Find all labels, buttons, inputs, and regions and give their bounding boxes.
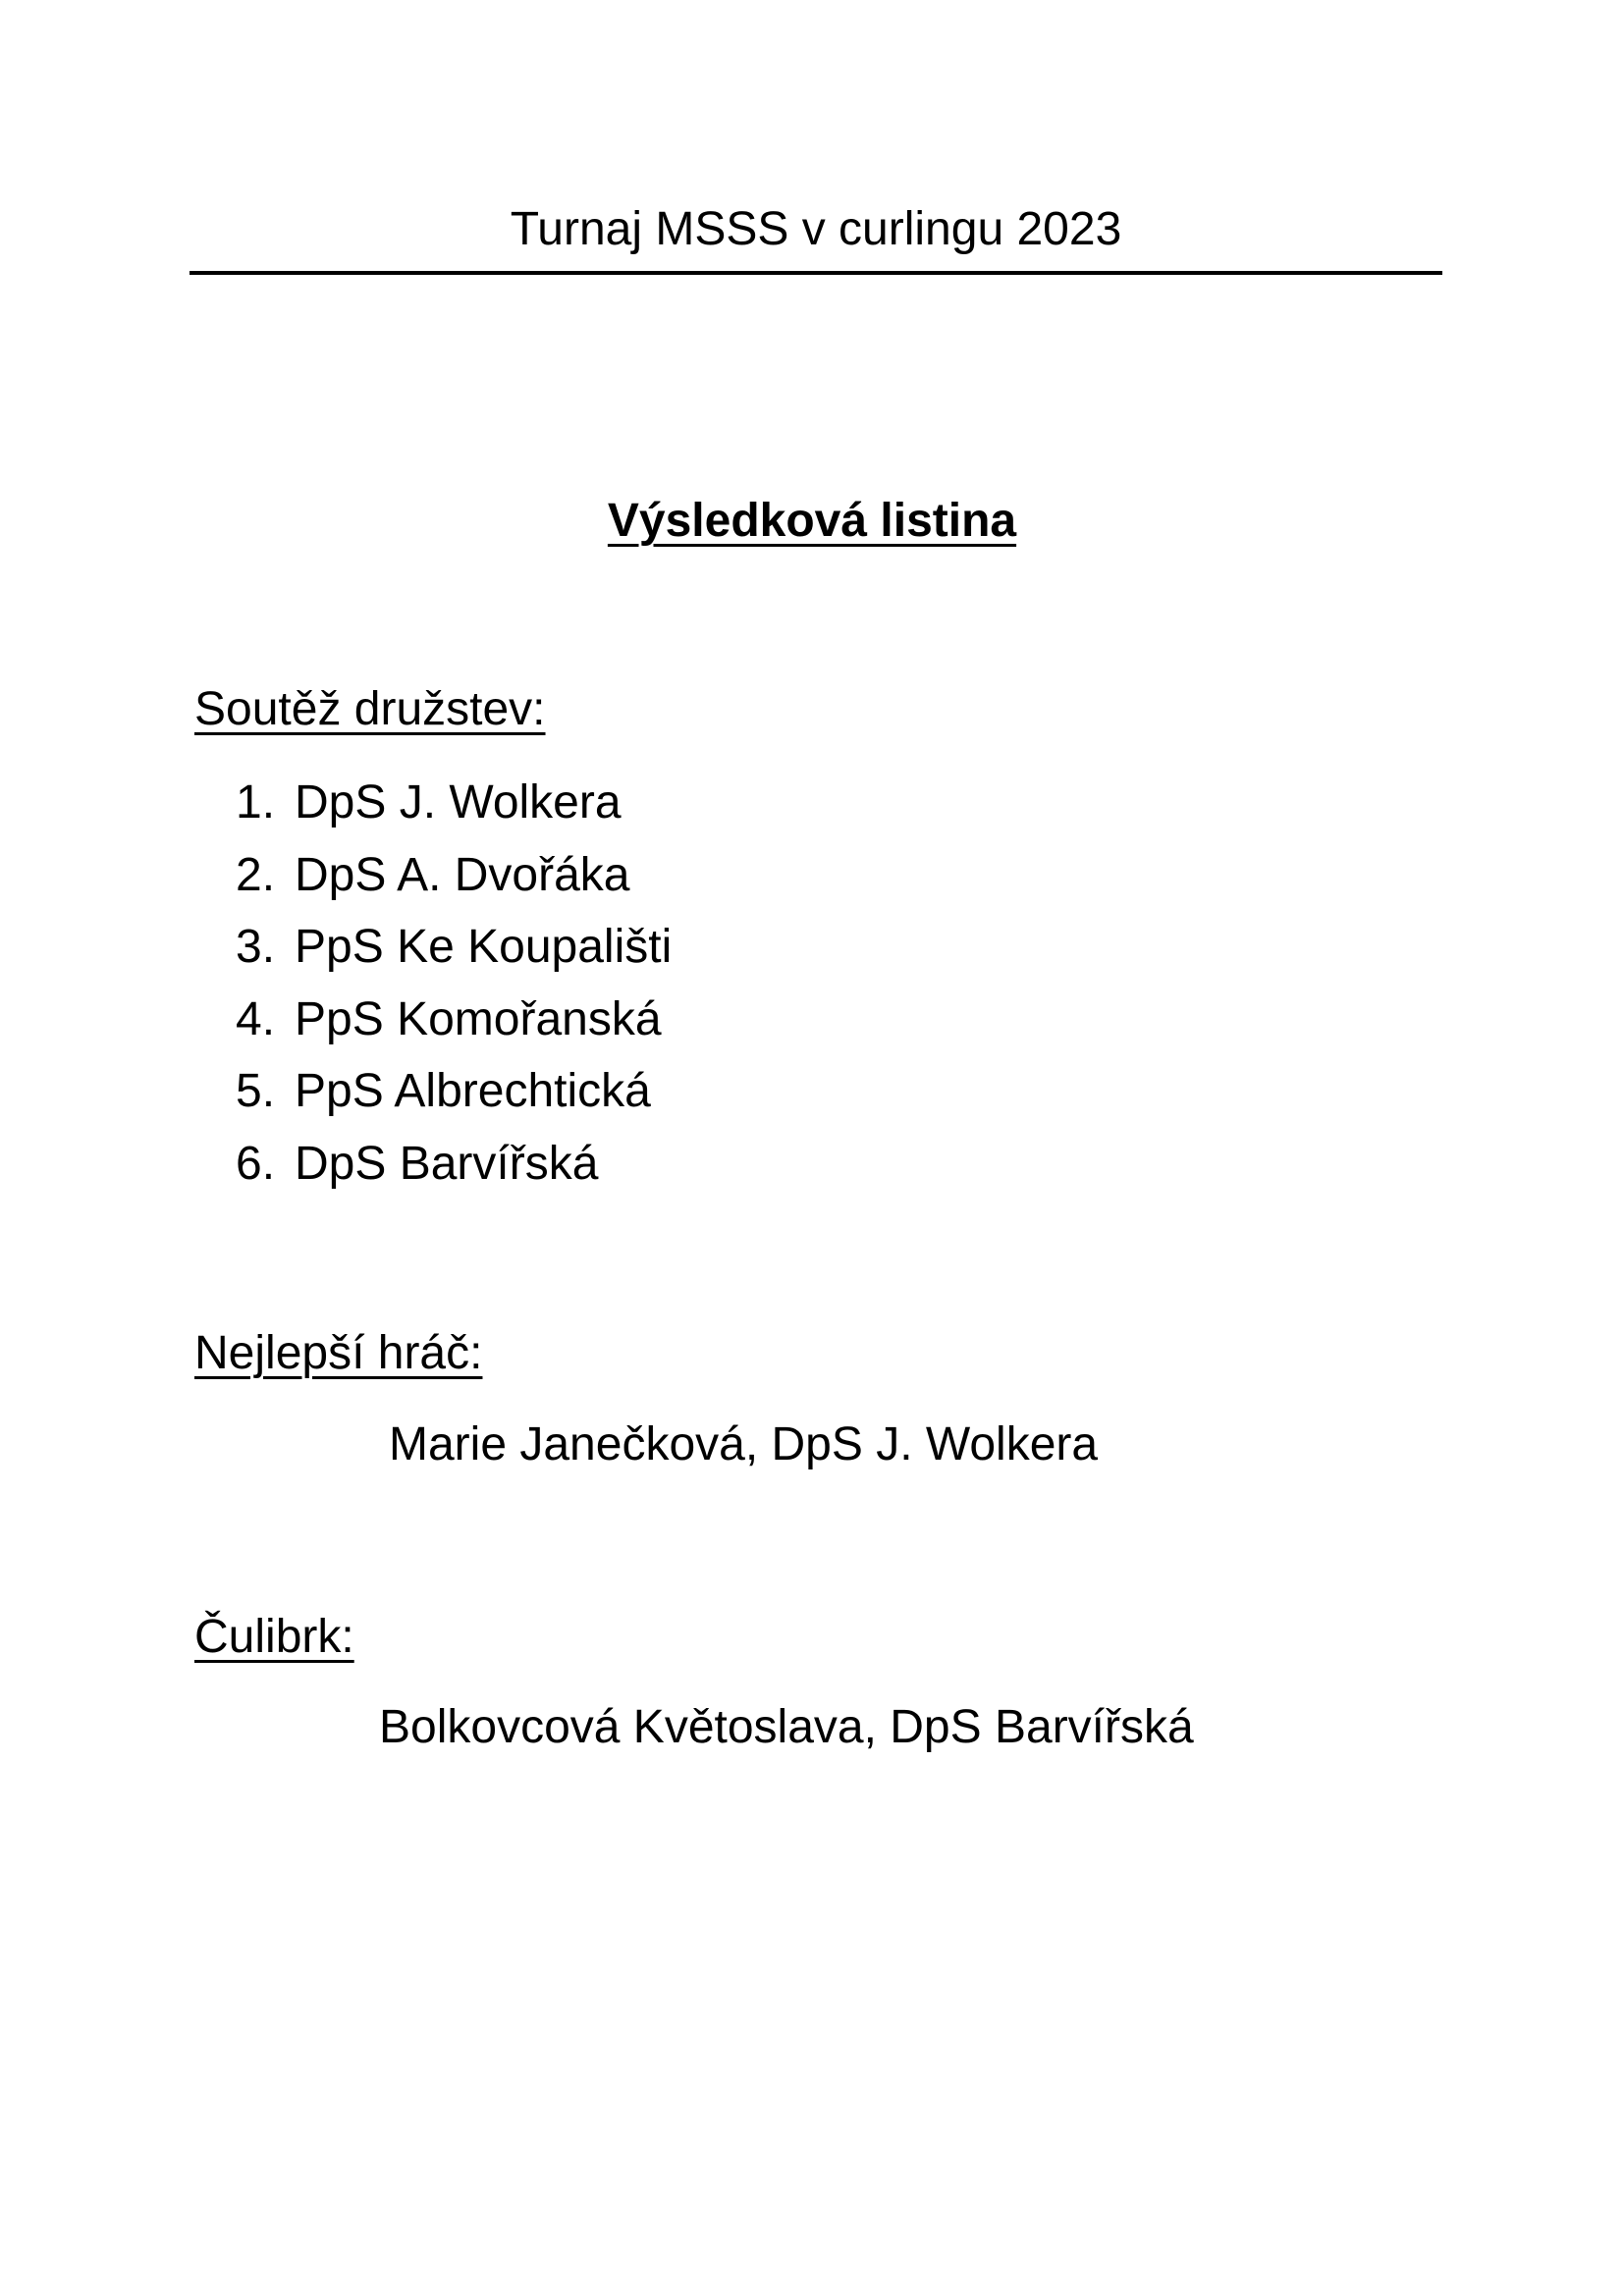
ranking-item [236,1057,672,1130]
ranking-item [236,913,672,986]
team-name: PpS Komořanská [295,992,662,1045]
header-title: Turnaj MSSS v curlingu 2023 [510,203,1122,255]
team-competition-heading: Soutěž družstev: [194,683,546,735]
rank-number: 1. [236,776,276,828]
rank-number: 5. [236,1065,276,1117]
ranking-item [236,1130,672,1202]
culibrk-heading: Čulibrk: [194,1611,354,1663]
team-name: DpS A. Dvořáka [295,848,630,901]
best-player-heading: Nejlepší hráč: [194,1327,483,1379]
rank-number: 6. [236,1137,276,1190]
rank-number: 3. [236,921,276,973]
rank-number: 4. [236,992,276,1045]
results-title: Výsledková listina [607,495,1017,547]
rank-number: 2. [236,848,276,901]
team-name: DpS J. Wolkera [295,776,622,828]
best-player-entry: Marie Janečková, DpS J. Wolkera [389,1418,1099,1470]
ranking-item [236,769,672,841]
team-ranking-list [236,769,672,1201]
team-name: PpS Albrechtická [295,1065,651,1117]
document-header [189,196,1442,275]
ranking-item [236,986,672,1058]
ranking-item [236,841,672,914]
team-name: DpS Barvířská [295,1137,599,1190]
culibrk-entry: Bolkovcová Květoslava, DpS Barvířská [379,1701,1194,1753]
team-name: PpS Ke Koupališti [295,921,673,973]
